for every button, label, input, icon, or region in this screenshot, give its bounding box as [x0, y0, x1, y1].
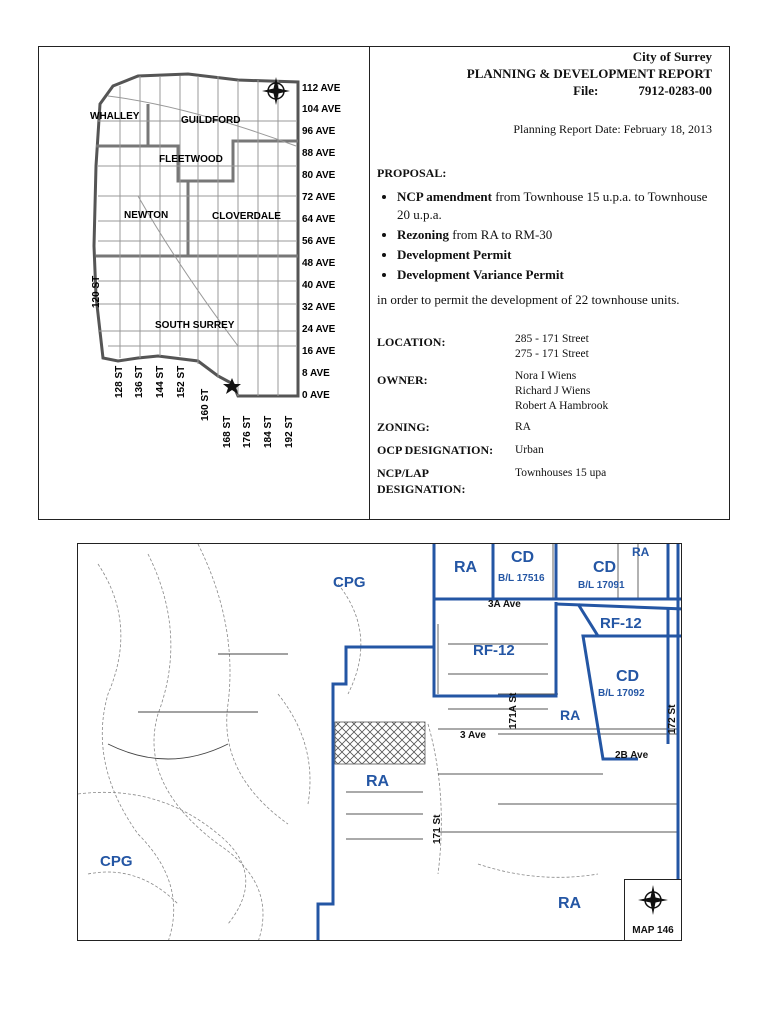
avenue-label: 64 AVE	[302, 214, 336, 225]
file-number: 7912-0283-00	[638, 83, 712, 98]
zoning-label: ZONING:	[377, 420, 430, 434]
zone-label-ra: RA	[560, 707, 581, 723]
street-label-171-st: 171 St	[432, 814, 443, 844]
area-label-guildford: GUILDFORD	[181, 115, 241, 126]
street-label: 136 ST	[134, 365, 145, 398]
owner-value-3: Robert A Hambrook	[515, 400, 609, 412]
ncp-value: Townhouses 15 upa	[515, 467, 607, 479]
ocp-label: OCP DESIGNATION:	[377, 443, 494, 457]
area-label-fleetwood: FLEETWOOD	[159, 154, 223, 165]
street-label-2b-ave: 2B Ave	[615, 750, 649, 761]
map-compass-box	[624, 879, 681, 940]
street-label: 176 ST	[242, 415, 253, 448]
proposal-item-bold: Development Variance Permit	[397, 267, 564, 282]
bylaw-label: B/L 17091	[578, 580, 625, 591]
street-label: 168 ST	[222, 415, 233, 448]
zone-label-cd: CD	[511, 549, 535, 566]
street-label: 144 ST	[155, 365, 166, 398]
avenue-label: 88 AVE	[302, 148, 336, 159]
zone-label-rf12: RF-12	[473, 642, 515, 659]
proposal-item-text: from RA to RM-30	[449, 227, 553, 242]
file-row	[467, 82, 712, 99]
zone-label-cd: CD	[616, 668, 640, 685]
street-label-172-st: 172 St	[667, 704, 678, 734]
owner-label: OWNER:	[377, 373, 428, 387]
zone-label-ra: RA	[366, 773, 390, 790]
zone-label-ra: RA	[632, 545, 650, 559]
street-label: 160 ST	[200, 388, 211, 421]
street-label: 184 ST	[263, 415, 274, 448]
avenue-label: 72 AVE	[302, 192, 336, 203]
avenue-label: 112 AVE	[302, 83, 341, 94]
zone-label-ra: RA	[454, 559, 478, 576]
map-number: MAP 146	[632, 925, 674, 936]
proposal-heading: PROPOSAL:	[377, 166, 447, 180]
report-title: PLANNING & DEVELOPMENT REPORT	[466, 66, 712, 81]
location-label: LOCATION:	[377, 335, 446, 349]
location-value-2: 275 - 171 Street	[515, 348, 589, 360]
avenue-label: 16 AVE	[302, 346, 336, 357]
avenue-label: 24 AVE	[302, 324, 336, 335]
street-label: 120 ST	[91, 275, 102, 308]
zone-label-rf12: RF-12	[600, 615, 642, 632]
area-label-newton: NEWTON	[124, 210, 169, 221]
ncp-label-1: NCP/LAP	[377, 466, 429, 480]
ncp-label-2: DESIGNATION:	[377, 482, 466, 496]
bylaw-label: B/L 17092	[598, 688, 645, 699]
avenue-label: 8 AVE	[302, 368, 330, 379]
owner-value-1: Nora I Wiens	[515, 370, 577, 382]
area-label-whalley: WHALLEY	[90, 111, 140, 122]
city-name: City of Surrey	[632, 49, 712, 64]
proposal-item	[397, 246, 717, 264]
zone-label-ra: RA	[558, 895, 582, 912]
proposal-item-text: from Townhouse 15 u.p.a. to Townhouse 20 u.p.a.	[397, 189, 708, 222]
location-value-1: 285 - 171 Street	[515, 333, 589, 345]
zone-label-cpg: CPG	[100, 853, 133, 870]
street-label: 192 ST	[284, 415, 295, 448]
proposal-item-bold: Rezoning	[397, 227, 449, 242]
file-label: File:	[573, 83, 599, 98]
bylaw-label: B/L 17516	[498, 573, 545, 584]
owner-value-2: Richard J Wiens	[515, 385, 591, 397]
street-label: 128 ST	[114, 365, 125, 398]
proposal-list	[377, 188, 717, 286]
street-label-171a-st: 171A St	[508, 692, 519, 729]
avenue-label: 56 AVE	[302, 236, 336, 247]
avenue-label: 40 AVE	[302, 280, 336, 291]
proposal-item	[397, 266, 717, 284]
avenue-label: 32 AVE	[302, 302, 336, 313]
zone-label-cd: CD	[593, 559, 617, 576]
avenue-label: 104 AVE	[302, 104, 341, 115]
proposal-purpose: in order to permit the development of 22 townhouse units.	[377, 292, 680, 307]
key-map	[38, 46, 370, 520]
proposal-item	[397, 188, 717, 224]
report-header	[467, 48, 712, 99]
proposal-item-bold: NCP amendment	[397, 189, 492, 204]
street-label-3-ave: 3 Ave	[460, 730, 486, 741]
compass-icon	[625, 880, 681, 924]
avenue-label: 80 AVE	[302, 170, 336, 181]
street-label-3a-ave: 3A Ave	[488, 599, 521, 610]
avenue-label: 0 AVE	[302, 390, 330, 401]
street-label: 152 ST	[176, 365, 187, 398]
area-label-south-surrey: SOUTH SURREY	[155, 320, 235, 331]
report-date: Planning Report Date: February 18, 2013	[513, 122, 712, 136]
avenue-label: 48 AVE	[302, 258, 336, 269]
ocp-value: Urban	[515, 444, 544, 456]
proposal-item-bold: Development Permit	[397, 247, 512, 262]
proposal-item	[397, 226, 717, 244]
zone-label-cpg: CPG	[333, 574, 366, 591]
zoning-value: RA	[515, 421, 531, 433]
area-label-cloverdale: CLOVERDALE	[212, 211, 281, 222]
avenue-label: 96 AVE	[302, 126, 336, 137]
site-map	[77, 543, 682, 941]
